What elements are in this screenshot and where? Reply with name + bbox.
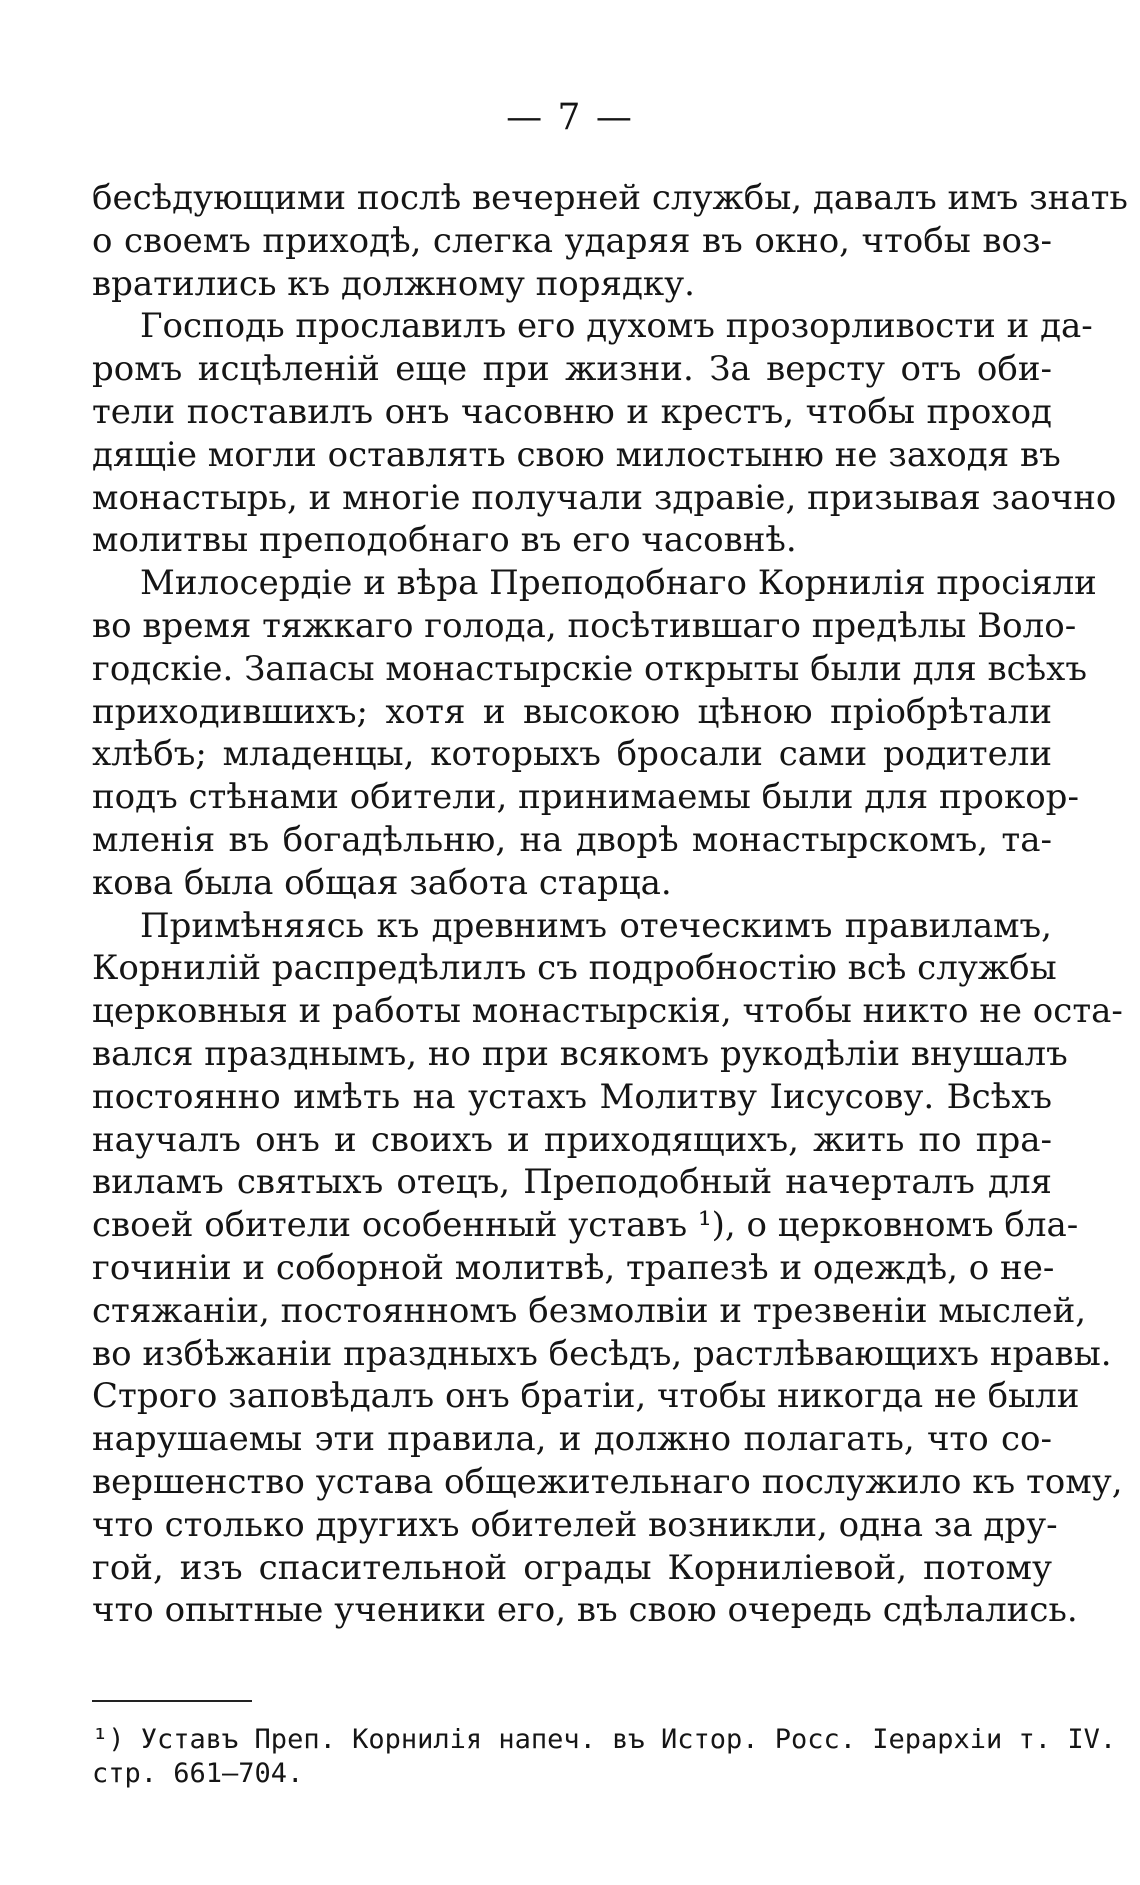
text-line: кова была общая забота старца. [92, 862, 672, 903]
text-line: во время тяжкаго голода, посѣтившаго предѣлы Воло- [92, 605, 1077, 646]
text-line: Корнилій распредѣлилъ съ подробностію всѣ службы [92, 948, 1057, 989]
text-line: научалъ онъ и своихъ и приходящихъ, жить по пра- [92, 1119, 1052, 1160]
text-line: дящіе могли оставлять свою милостыню не заходя въ [92, 434, 1061, 475]
text-line: ромъ исцѣленій еще при жизни. За версту отъ оби- [92, 349, 1052, 390]
text-line: Милосердіе и вѣра Преподобнаго Корнилія просіяли [140, 563, 1097, 604]
text-line: хлѣбъ; младенцы, которыхъ бросали сами родители [92, 734, 1052, 775]
text-line: виламъ святыхъ отецъ, Преподобный начерталъ для [92, 1162, 1052, 1203]
text-line: постоянно имѣть на устахъ Молитву Іисусову. Всѣхъ [92, 1076, 1052, 1117]
footnote-divider [92, 1700, 252, 1702]
text-line: нарушаемы эти правила, и должно полагать, что со- [92, 1419, 1052, 1460]
text-line: бесѣдующими послѣ вечерней службы, давалъ имъ знать [92, 178, 1128, 218]
text-line: вался празднымъ, но при всякомъ рукодѣліи внушалъ [92, 1033, 1068, 1074]
text-line: молитвы преподобнаго въ его часовнѣ. [92, 520, 797, 561]
text-line: монастырь, и многіе получали здравіе, призывая заочно [92, 477, 1117, 518]
page-number: — 7 — [506, 97, 634, 138]
footnote [92, 1723, 1117, 1791]
text-line: что опытные ученики его, въ свою очередь сдѣлались. [92, 1590, 1078, 1631]
text-line: вратились къ должному порядку. [92, 263, 695, 304]
text-line: своей обители особенный уставъ ¹), о церковномъ бла- [92, 1205, 1079, 1246]
text-line: стяжаніи, постоянномъ безмолвіи и трезвеніи мыслей, [92, 1290, 1087, 1331]
text-line: что столько другихъ обителей возникли, одна за дру- [92, 1504, 1058, 1545]
text-line: тели поставилъ онъ часовню и крестъ, чтобы проход [92, 391, 1052, 432]
text-line: мленія въ богадѣльню, на дворѣ монастырскомъ, та- [92, 819, 1052, 860]
main-text [92, 177, 1128, 1632]
text-line: приходившихъ; хотя и высокою цѣною пріобрѣтали [92, 691, 1052, 732]
text-line: Господь прославилъ его духомъ прозорливости и да- [140, 306, 1093, 347]
text-line: о своемъ приходѣ, слегка ударяя въ окно, чтобы воз- [92, 220, 1052, 261]
text-line: подъ стѣнами обители, принимаемы были для прокор- [92, 777, 1079, 818]
text-line: гочиніи и соборной молитвѣ, трапезѣ и одеждѣ, о не- [92, 1247, 1055, 1288]
text-line: Строго заповѣдалъ онъ братіи, чтобы никогда не были [92, 1376, 1080, 1417]
text-line: церковныя и работы монастырскія, чтобы никто не оста- [92, 991, 1123, 1032]
text-line: годскіе. Запасы монастырскіе открыты были для всѣхъ [92, 648, 1087, 689]
text-line: вершенство устава общежительнаго послужило къ тому, [92, 1461, 1123, 1502]
text-line: во избѣжаніи праздныхъ бесѣдъ, растлѣвающихъ нравы. [92, 1333, 1112, 1374]
text-line: Примѣняясь къ древнимъ отеческимъ правиламъ, [140, 905, 1052, 946]
footnote-line: ¹) Уставъ Преп. Корнилія напеч. въ Истор. Росс. Іерархіи т. IV. [92, 1724, 1117, 1755]
text-line: гой, изъ спасительной ограды Корниліевой, потому [92, 1547, 1052, 1588]
footnote-line: стр. 661—704. [92, 1758, 304, 1789]
